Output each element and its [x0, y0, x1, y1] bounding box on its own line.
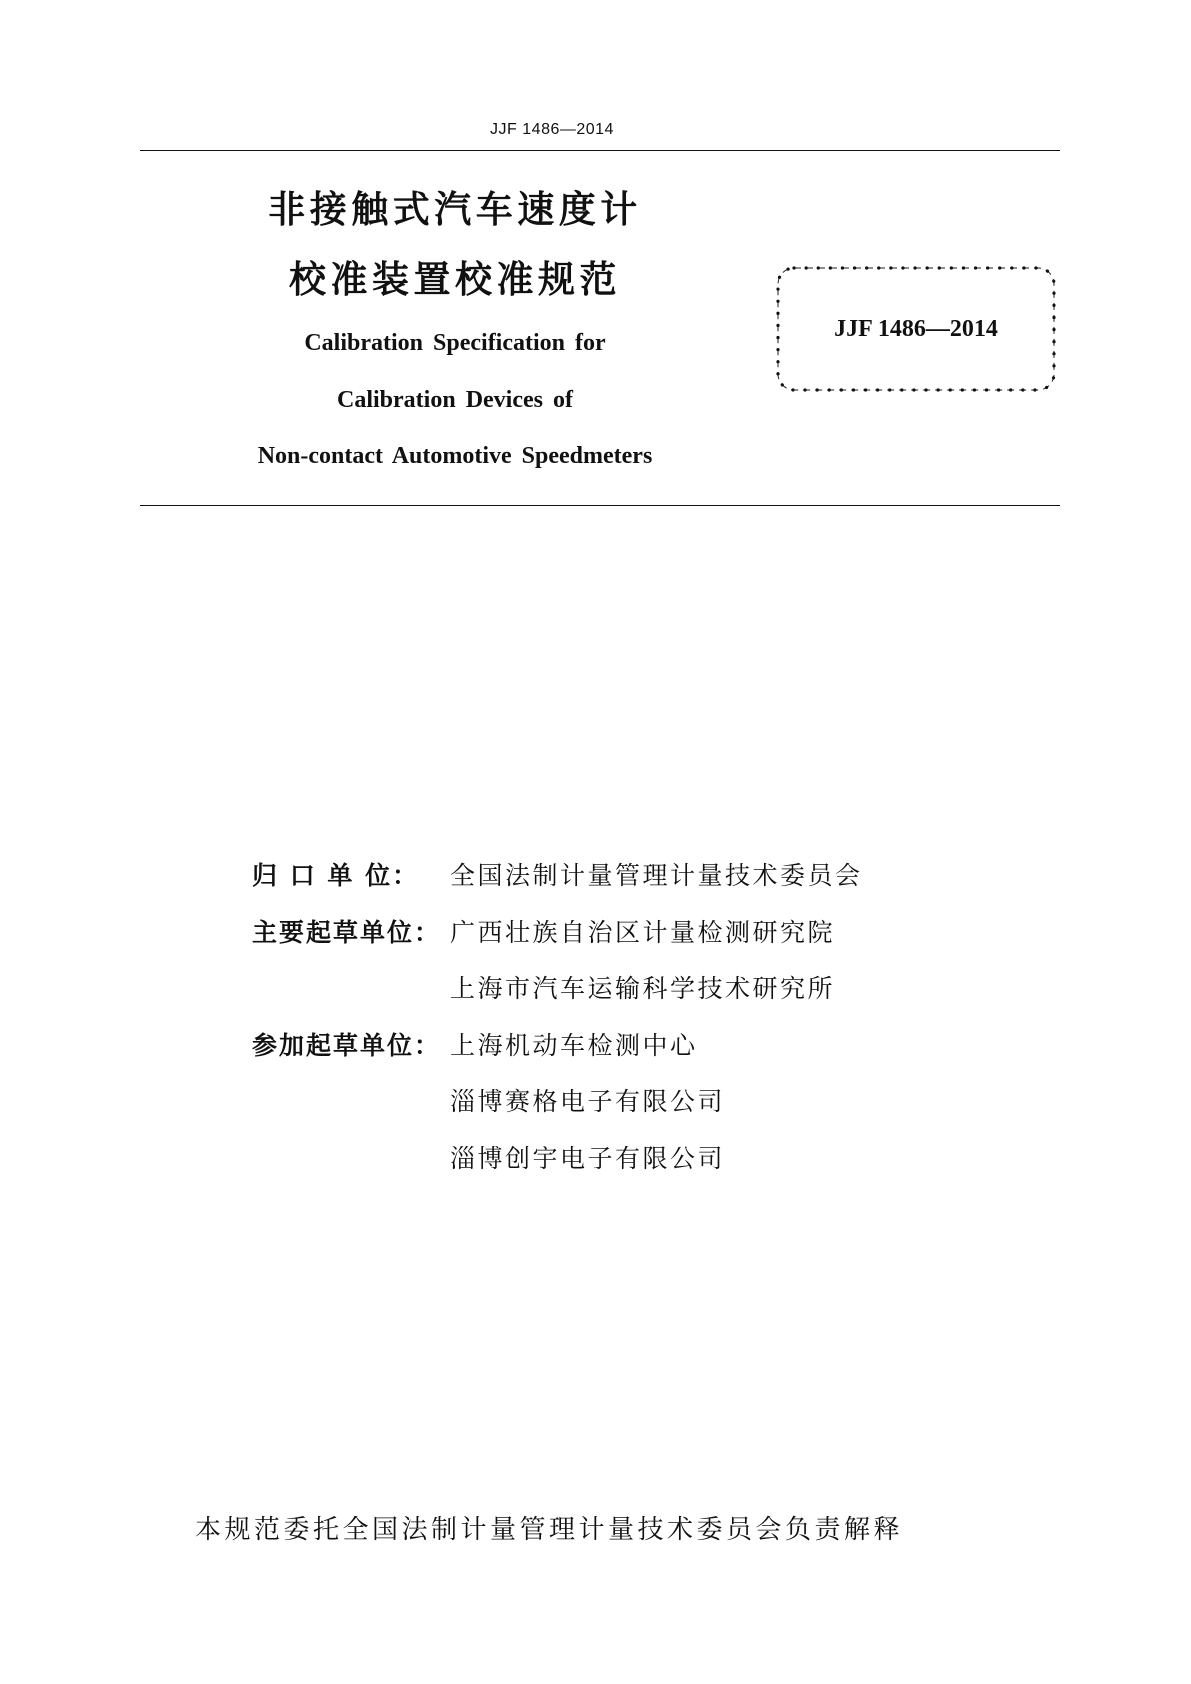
title-en-line-1: Calibration Specification for — [304, 330, 606, 356]
title-en-line-2: Calibration Devices of — [337, 387, 573, 413]
responsible-unit-label: 归 口 单 位： — [252, 861, 420, 890]
participating-unit: 上海机动车检测中心 — [450, 1030, 698, 1060]
participating-unit-row — [252, 1074, 952, 1131]
title-divider — [140, 505, 1060, 506]
interpretation-note: 本规范委托全国法制计量管理计量技术委员会负责解释 — [195, 1515, 904, 1545]
main-drafting-unit-row — [252, 961, 952, 1018]
main-drafting-unit: 广西壮族自治区计量检测研究院 — [450, 917, 836, 947]
title-zh-line-1: 非接触式汽车速度计 — [268, 188, 642, 231]
title-zh-line-2: 校准装置校准规范 — [289, 258, 621, 301]
drafting-units — [252, 848, 952, 1187]
main-drafting-unit-row — [252, 905, 952, 962]
participating-unit-row — [252, 1131, 952, 1188]
standard-code: JJF 1486—2014 — [834, 316, 998, 342]
main-drafting-unit-label: 主要起草单位： — [252, 917, 442, 947]
participating-unit-row — [252, 1018, 952, 1075]
responsible-unit: 全国法制计量管理计量技术委员会 — [450, 861, 863, 890]
header-divider — [140, 150, 1060, 151]
standard-code-box — [774, 264, 1058, 394]
header-standard-code: JJF 1486—2014 — [490, 121, 614, 138]
participating-unit: 淄博创宇电子有限公司 — [450, 1143, 726, 1173]
title-en-line-3: Non-contact Automotive Speedmeters — [257, 443, 653, 469]
main-drafting-unit: 上海市汽车运输科学技术研究所 — [450, 974, 836, 1003]
responsible-unit-row — [252, 848, 952, 905]
participating-unit-label: 参加起草单位： — [252, 1030, 442, 1060]
participating-unit: 淄博赛格电子有限公司 — [450, 1087, 726, 1116]
